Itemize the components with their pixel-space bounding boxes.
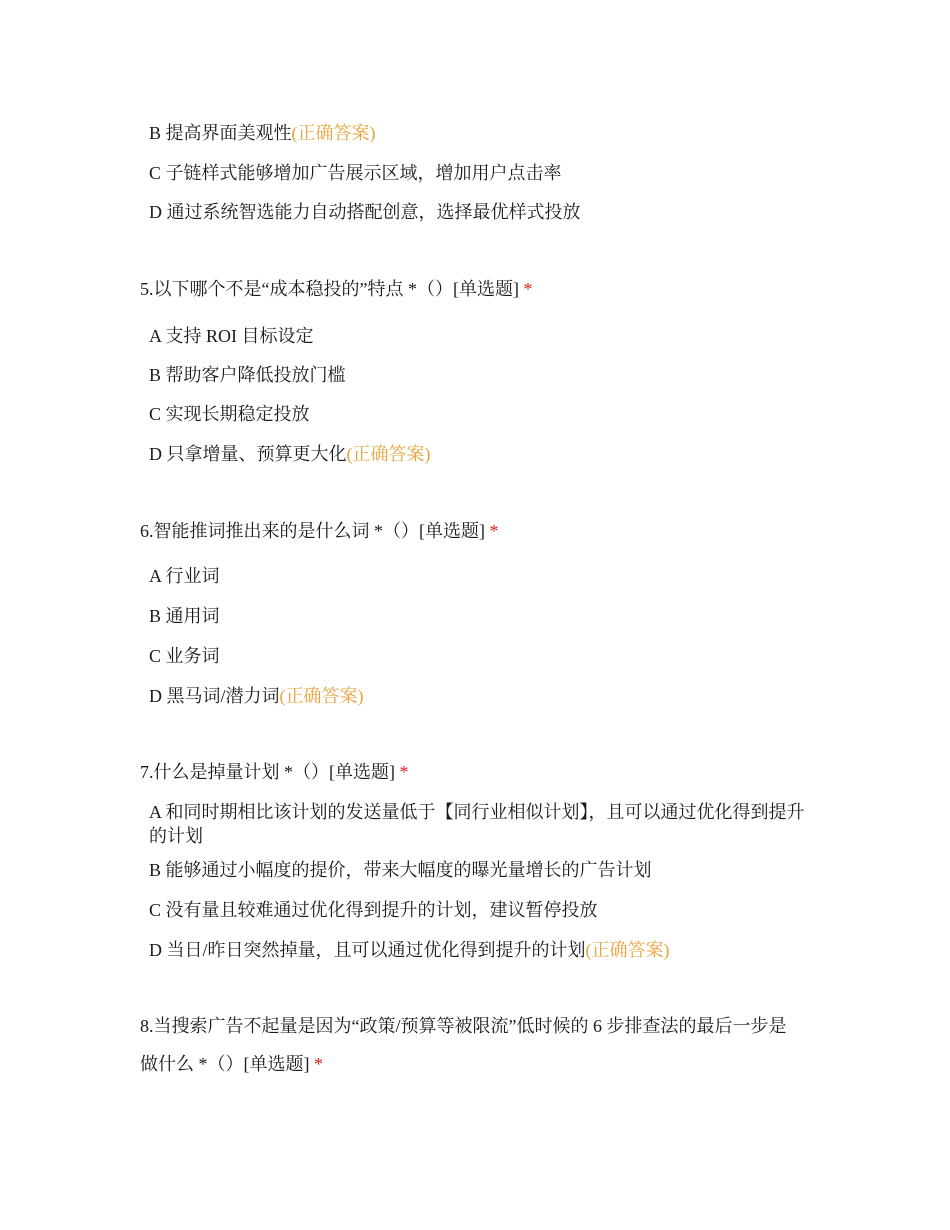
question-6-option-a	[149, 564, 220, 588]
option-text: C 没有量且较难通过优化得到提升的计划，建议暂停投放	[149, 900, 598, 920]
required-marker: *	[314, 1054, 323, 1074]
option-text: C 子链样式能够增加广告展示区域，增加用户点击率	[149, 163, 562, 183]
option-b-prev	[149, 121, 376, 145]
question-5-option-b	[149, 363, 346, 387]
option-c-prev	[149, 161, 562, 185]
question-6-option-c	[149, 644, 220, 668]
question-text: 8.当搜索广告不起量是因为“政策/预算等被限流”低时候的 6 步排查法的最后一步是	[140, 1016, 787, 1036]
option-text: A 和同时期相比该计划的发送量低于【同行业相似计划】，且可以通过优化得到提升的计划	[149, 802, 805, 846]
question-6-option-d	[149, 684, 364, 708]
question-text: 6.智能推词推出来的是什么词 *（）[单选题]	[140, 521, 485, 541]
option-text: D 通过系统智选能力自动搭配创意，选择最优样式投放	[149, 202, 581, 222]
option-text: A 支持 ROI 目标设定	[149, 326, 314, 346]
correct-answer-tag: (正确答案)	[585, 940, 670, 960]
required-marker: *	[523, 279, 533, 299]
question-8-title-line-2	[140, 1052, 323, 1076]
correct-answer-tag: (正确答案)	[279, 686, 364, 706]
option-text: D 只拿增量、预算更大化	[149, 444, 347, 464]
question-6-title	[140, 519, 499, 543]
question-5-title	[140, 277, 532, 301]
question-5-option-d	[149, 442, 431, 466]
option-text: B 通用词	[149, 606, 220, 626]
question-5-option-c	[149, 402, 310, 426]
option-text: C 业务词	[149, 646, 220, 666]
option-text: B 能够通过小幅度的提价，带来大幅度的曝光量增长的广告计划	[149, 860, 652, 880]
required-marker: *	[399, 762, 409, 782]
correct-answer-tag: (正确答案)	[291, 123, 376, 143]
option-d-prev	[149, 200, 581, 224]
question-7-title	[140, 760, 409, 784]
correct-answer-tag: (正确答案)	[346, 444, 431, 464]
option-text: B 帮助客户降低投放门槛	[149, 365, 346, 385]
question-5-option-a	[149, 324, 314, 348]
question-text: 5.以下哪个不是“成本稳投的”特点 *（）[单选题]	[140, 279, 519, 299]
question-8-title-line-1	[140, 1014, 786, 1038]
question-text: 7.什么是掉量计划 *（）[单选题]	[140, 762, 395, 782]
question-7-option-c	[149, 898, 598, 922]
option-text: D 黑马词/潜力词	[149, 686, 280, 706]
question-7-option-d	[149, 938, 670, 962]
required-marker: *	[489, 521, 499, 541]
option-text: B 提高界面美观性	[149, 123, 292, 143]
option-text: D 当日/昨日突然掉量，且可以通过优化得到提升的计划	[149, 940, 586, 960]
question-7-option-a	[149, 800, 819, 848]
option-text: C 实现长期稳定投放	[149, 404, 310, 424]
question-text: 做什么 *（）[单选题]	[140, 1054, 310, 1074]
question-7-option-b	[149, 858, 652, 882]
option-text: A 行业词	[149, 566, 220, 586]
question-6-option-b	[149, 604, 220, 628]
